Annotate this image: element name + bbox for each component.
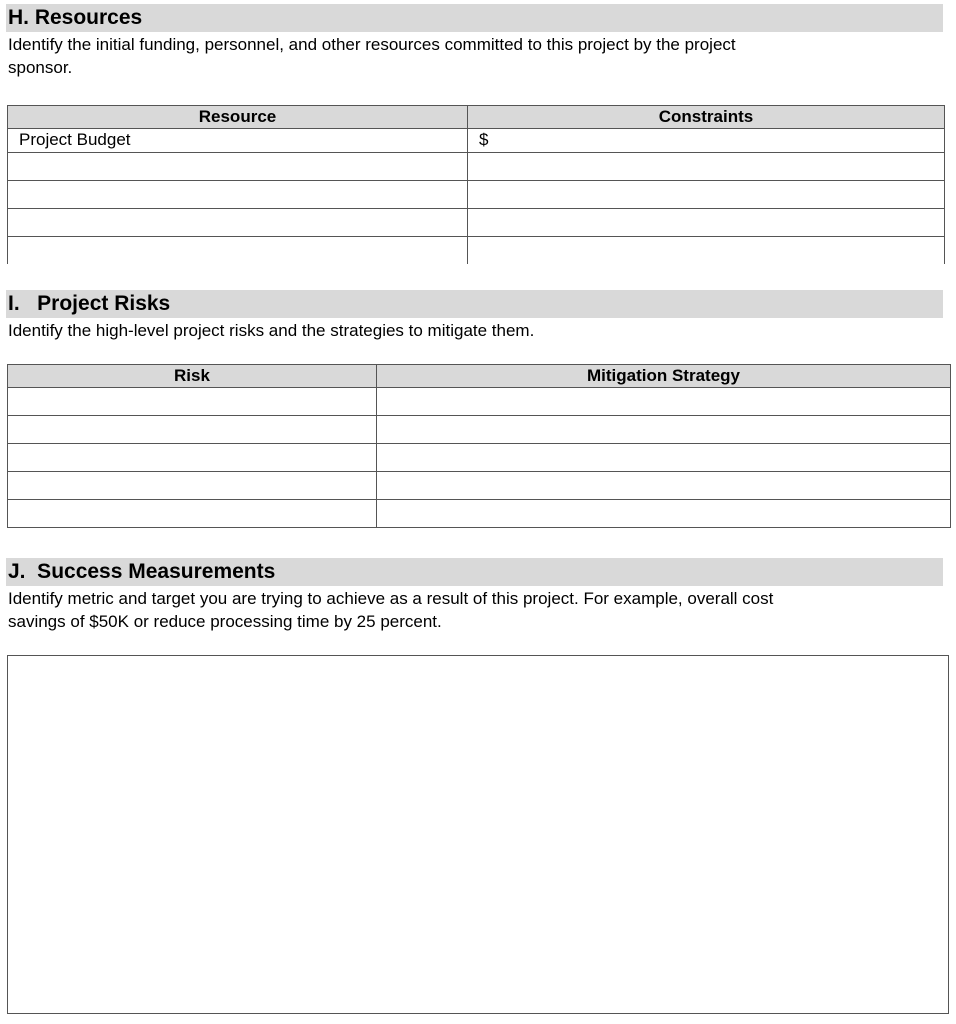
table-row (8, 472, 951, 500)
risks-section-header (6, 290, 943, 318)
resource-cell[interactable] (8, 209, 468, 237)
constraint-cell[interactable] (468, 237, 945, 265)
resource-cell[interactable] (8, 237, 468, 265)
constraint-cell[interactable] (468, 153, 945, 181)
mitigation-cell[interactable] (377, 416, 951, 444)
table-row (8, 209, 945, 237)
constraints-column-header: Constraints (468, 106, 945, 129)
table-row (8, 416, 951, 444)
resource-column-header: Resource (8, 106, 468, 129)
mitigation-strategy-column-header: Mitigation Strategy (377, 365, 951, 388)
constraint-cell[interactable] (468, 181, 945, 209)
risks-table (7, 364, 951, 528)
resources-table (7, 105, 945, 264)
table-row (8, 500, 951, 528)
risk-cell[interactable] (8, 444, 377, 472)
table-header-row (8, 106, 945, 129)
resource-cell[interactable]: Project Budget (8, 129, 468, 153)
resource-cell[interactable] (8, 153, 468, 181)
risk-cell[interactable] (8, 388, 377, 416)
mitigation-cell[interactable] (377, 500, 951, 528)
table-row (8, 444, 951, 472)
table-header-row (8, 365, 951, 388)
table-row (8, 237, 945, 265)
success-description-line1: Identify metric and target you are trying to achieve as a result of this project. For example, overall cost (8, 589, 774, 608)
table-row (8, 153, 945, 181)
resources-section-title: H. Resources (8, 6, 143, 29)
resources-description-line2: sponsor. (8, 58, 73, 77)
mitigation-cell[interactable] (377, 444, 951, 472)
risk-cell[interactable] (8, 416, 377, 444)
success-section-title: J. Success Measurements (8, 560, 276, 583)
mitigation-cell[interactable] (377, 388, 951, 416)
success-description-line2: savings of $50K or reduce processing time by 25 percent. (8, 612, 442, 631)
risk-cell[interactable] (8, 472, 377, 500)
constraint-cell[interactable]: $ (468, 129, 945, 153)
table-row (8, 129, 945, 153)
mitigation-cell[interactable] (377, 472, 951, 500)
risk-column-header: Risk (8, 365, 377, 388)
table-row (8, 181, 945, 209)
resource-cell[interactable] (8, 181, 468, 209)
resources-description-line1: Identify the initial funding, personnel, and other resources committed to this project by the project (8, 35, 736, 54)
risk-cell[interactable] (8, 500, 377, 528)
table-row (8, 388, 951, 416)
success-measurements-box[interactable] (7, 655, 949, 1014)
risks-section-title: I. Project Risks (8, 292, 171, 315)
success-section-header (6, 558, 943, 586)
constraint-cell[interactable] (468, 209, 945, 237)
risks-description-line1: Identify the high-level project risks and the strategies to mitigate them. (8, 321, 535, 340)
resources-section-header (6, 4, 943, 32)
